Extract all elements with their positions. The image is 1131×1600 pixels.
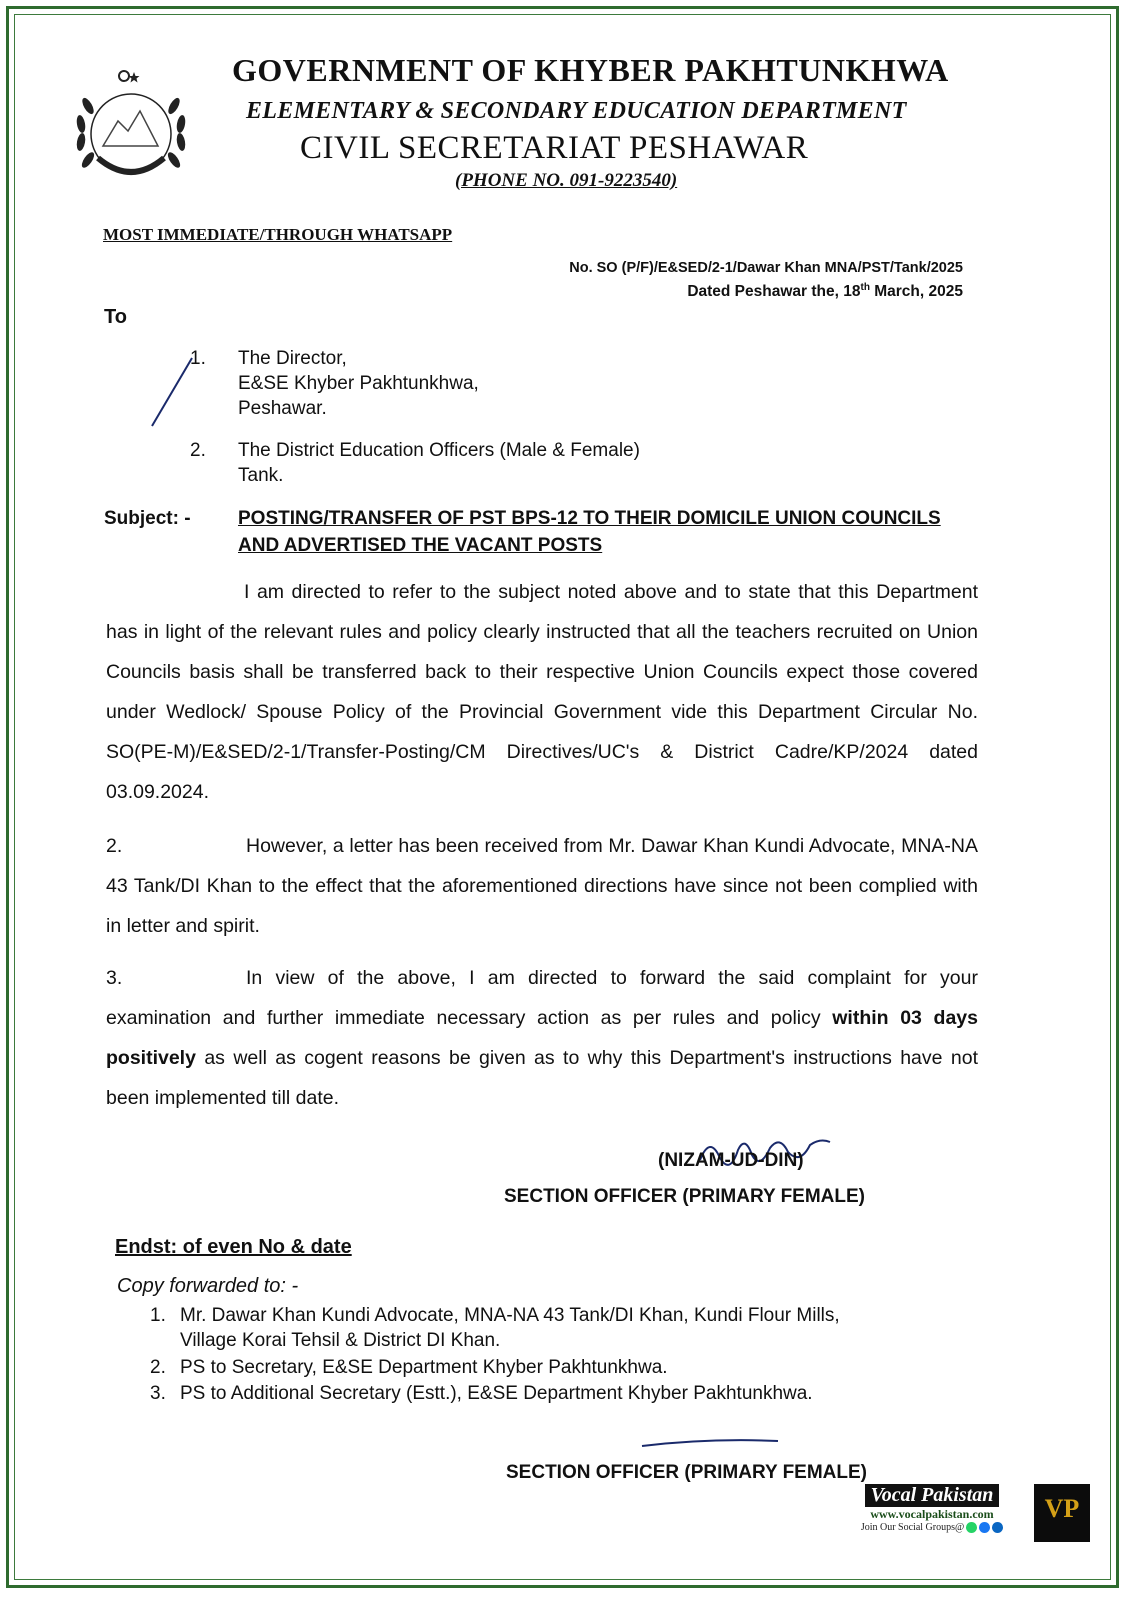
subject-label: Subject: - [104, 508, 191, 529]
endorsement-signatory-title: SECTION OFFICER (PRIMARY FEMALE) [506, 1462, 867, 1483]
watermark-logo: VP [1034, 1484, 1090, 1542]
copy-item-3: 3. PS to Additional Secretary (Estt.), E&SE Department Khyber Pakhtunkhwa. [150, 1383, 813, 1404]
signatory-title: SECTION OFFICER (PRIMARY FEMALE) [504, 1186, 865, 1207]
copy-forwarded-label: Copy forwarded to: - [117, 1275, 299, 1297]
reference-date: Dated Peshawar the, 18th March, 2025 [687, 282, 963, 301]
signature-stroke [640, 1436, 780, 1450]
government-seal-icon [68, 66, 194, 198]
watermark-url: www.vocalpakistan.com [870, 1507, 994, 1521]
signatory-name: (NIZAM-UD-DIN) [658, 1150, 804, 1171]
header-phone: (PHONE NO. 091-9223540) [455, 170, 678, 191]
paragraph-2: 2. However, a letter has been received from Mr. Dawar Khan Kundi Advocate, MNA-NA 43 Tank/DI Khan to the effect that the aforementioned directions have since not been complied with in letter and spirit. [106, 835, 978, 937]
linkedin-icon [992, 1522, 1003, 1533]
subject-text: POSTING/TRANSFER OF PST BPS-12 TO THEIR DOMICILE UNION COUNCILS AND ADVERTISED THE VACANT POSTS [238, 508, 941, 556]
header-department: ELEMENTARY & SECONDARY EDUCATION DEPARTMENT [246, 98, 907, 124]
copy-item-1: 1. Mr. Dawar Khan Kundi Advocate, MNA-NA 43 Tank/DI Khan, Kundi Flour Mills, Village Korai Tehsil & District DI Khan. [150, 1305, 840, 1351]
facebook-icon [979, 1522, 990, 1533]
addressee-2: 2. The District Education Officers (Male & Female) Tank. [190, 440, 640, 486]
reference-number: No. SO (P/F)/E&SED/2-1/Dawar Khan MNA/PST/Tank/2025 [569, 260, 963, 276]
watermark-brand [842, 1484, 1022, 1533]
urgency-note: MOST IMMEDIATE/THROUGH WHATSAPP [103, 225, 453, 244]
to-label: To [104, 306, 127, 328]
endorsement-heading: Endst: of even No & date [115, 1236, 352, 1258]
watermark-brand-name: Vocal Pakistan [865, 1484, 1000, 1507]
paragraph-1: I am directed to refer to the subject noted above and to state that this Department has in light of the relevant rules and policy clearly instructed that all the teachers recruited on Union Councils basis shall be transferred back to their respective Union Councils expect those covered under Wedlock/ Spouse Policy of the Provincial Government vide this Department Circular No. SO(PE-M)/E&SED/2-1/Transfer-Posting/CM Directives/UC's & District Cadre/KP/2024 dated 03.09.2024. [106, 581, 978, 803]
copy-item-2: 2. PS to Secretary, E&SE Department Khyber Pakhtunkhwa. [150, 1357, 668, 1378]
whatsapp-icon [966, 1522, 977, 1533]
header-secretariat: CIVIL SECRETARIAT PESHAWAR [300, 130, 809, 166]
paragraph-3: 3. In view of the above, I am directed to forward the said complaint for your examination and further immediate necessary action as per rules and policy within 03 days positively as well as cogent reasons be given as to why this Department's instructions have not been implemented till date. [106, 967, 978, 1109]
header-government: GOVERNMENT OF KHYBER PAKHTUNKHWA [232, 52, 949, 88]
watermark-join: Join Our Social Groups@ [842, 1522, 1022, 1533]
addressee-1: 1. The Director, E&SE Khyber Pakhtunkhwa, Peshawar. [190, 348, 479, 419]
